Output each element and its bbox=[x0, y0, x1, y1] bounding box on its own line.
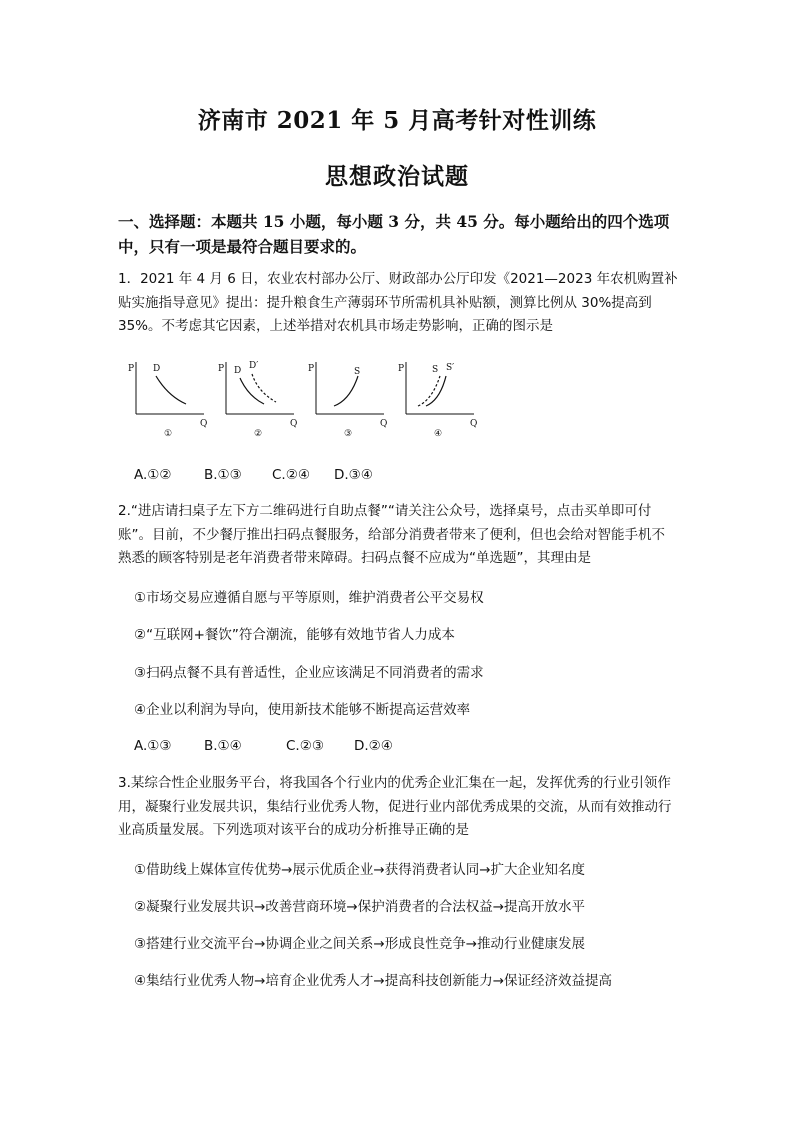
choice-b[interactable]: B.①④ bbox=[204, 738, 242, 754]
question-2-stem: 2.“进店请扫桌子左下方二维码进行自助点餐”“请关注公众号，选择桌号，点击买单即可付账”。目前，不少餐厅推出扫码点餐服务，给部分消费者带来了便利，但也会给对智能手机不熟悉的顾客特别是老年消费者带来障碍。扫码点餐不应成为“单选题”，其理由是 bbox=[118, 503, 665, 566]
graph-1 bbox=[126, 356, 216, 446]
graph-3-curve-label: S bbox=[354, 367, 361, 377]
graph-4-curve2-label: S′ bbox=[446, 363, 455, 373]
graph-4-curve-label: S bbox=[432, 365, 439, 375]
graph-4-supply-curve bbox=[426, 376, 446, 406]
question-1-graphs bbox=[126, 356, 486, 446]
graph-3-q-label: Q bbox=[380, 419, 388, 429]
exam-subtitle: 思想政治试题 bbox=[325, 163, 469, 190]
question-2-option-4: ④企业以利润为导向，使用新技术能够不断提高运营效率 bbox=[134, 702, 471, 718]
graph-2 bbox=[216, 356, 306, 446]
graph-3-number: ③ bbox=[344, 429, 353, 439]
graph-4-p-label: P bbox=[398, 364, 405, 374]
graph-3 bbox=[306, 356, 396, 446]
section-heading: 一、选择题：本题共 15 小题，每小题 3 分，共 45 分。每小题给出的四个选项中，只有一项是最符合题目要求的。 bbox=[118, 212, 670, 256]
graph-2-number: ② bbox=[254, 429, 263, 439]
question-3-option-2: ②凝聚行业发展共识→改善营商环境→保护消费者的合法权益→提高开放水平 bbox=[134, 899, 586, 915]
graph-3-supply-curve bbox=[334, 376, 358, 406]
graph-2-shifted-curve bbox=[252, 374, 276, 402]
question-1-choices bbox=[134, 465, 373, 485]
choice-d[interactable]: D.②④ bbox=[354, 738, 393, 754]
graph-1-demand-curve bbox=[156, 376, 186, 404]
graph-4-number: ④ bbox=[434, 429, 443, 439]
question-3-option-1: ①借助线上媒体宣传优势→展示优质企业→获得消费者认同→扩大企业知名度 bbox=[134, 862, 586, 878]
question-2-option-2: ②“互联网+餐饮”符合潮流，能够有效地节省人力成本 bbox=[134, 627, 455, 643]
question-3-option-3: ③搭建行业交流平台→协调企业之间关系→形成良性竞争→推动行业健康发展 bbox=[134, 936, 586, 952]
graph-2-curve-label: D bbox=[234, 366, 242, 376]
graph-1-p-label: P bbox=[128, 364, 135, 374]
graph-1-number: ① bbox=[164, 429, 173, 439]
question-3-stem: 3.某综合性企业服务平台，将我国各个行业内的优秀企业汇集在一起，发挥优秀的行业引领作用，凝聚行业发展共识，集结行业优秀人物，促进行业内部优秀成果的交流，从而有效推动行业高质量发展。下列选项对该平台的成功分析推导正确的是 bbox=[118, 775, 672, 838]
question-3-option-4: ④集结行业优秀人物→培育企业优秀人才→提高科技创新能力→保证经济效益提高 bbox=[134, 973, 613, 989]
graph-2-q-label: Q bbox=[290, 419, 298, 429]
question-2-option-3: ③扫码点餐不具有普适性，企业应该满足不同消费者的需求 bbox=[134, 665, 484, 681]
graph-4-shifted-curve bbox=[418, 376, 440, 406]
graph-1-curve-label: D bbox=[153, 364, 161, 374]
choice-c[interactable]: C.②③ bbox=[286, 738, 324, 754]
question-2-option-1: ①市场交易应遵循自愿与平等原则，维护消费者公平交易权 bbox=[134, 590, 484, 606]
graph-4 bbox=[396, 356, 486, 446]
choice-a[interactable]: A.①② bbox=[134, 467, 172, 483]
graph-2-p-label: P bbox=[218, 364, 225, 374]
graph-2-curve2-label: D′ bbox=[249, 361, 259, 371]
choice-a[interactable]: A.①③ bbox=[134, 738, 172, 754]
question-2-choices bbox=[134, 736, 393, 756]
graph-4-q-label: Q bbox=[470, 419, 478, 429]
graph-2-demand-curve bbox=[240, 378, 264, 404]
graph-3-p-label: P bbox=[308, 364, 315, 374]
exam-title: 济南市 2021 年 5 月高考针对性训练 bbox=[197, 107, 597, 134]
question-1-stem: 1．2021 年 4 月 6 日，农业农村部办公厅、财政部办公厅印发《2021—2023 年农机购置补贴实施指导意见》提出：提升粮食生产薄弱环节所需机具补贴额，测算比例从 30%提高到 35%。不考虑其它因素，上述举措对农机具市场走势影响，正确的图示是 bbox=[118, 271, 678, 334]
graph-1-q-label: Q bbox=[200, 419, 208, 429]
choice-c[interactable]: C.②④ bbox=[272, 467, 310, 483]
choice-b[interactable]: B.①③ bbox=[204, 467, 242, 483]
choice-d[interactable]: D.③④ bbox=[334, 467, 373, 483]
